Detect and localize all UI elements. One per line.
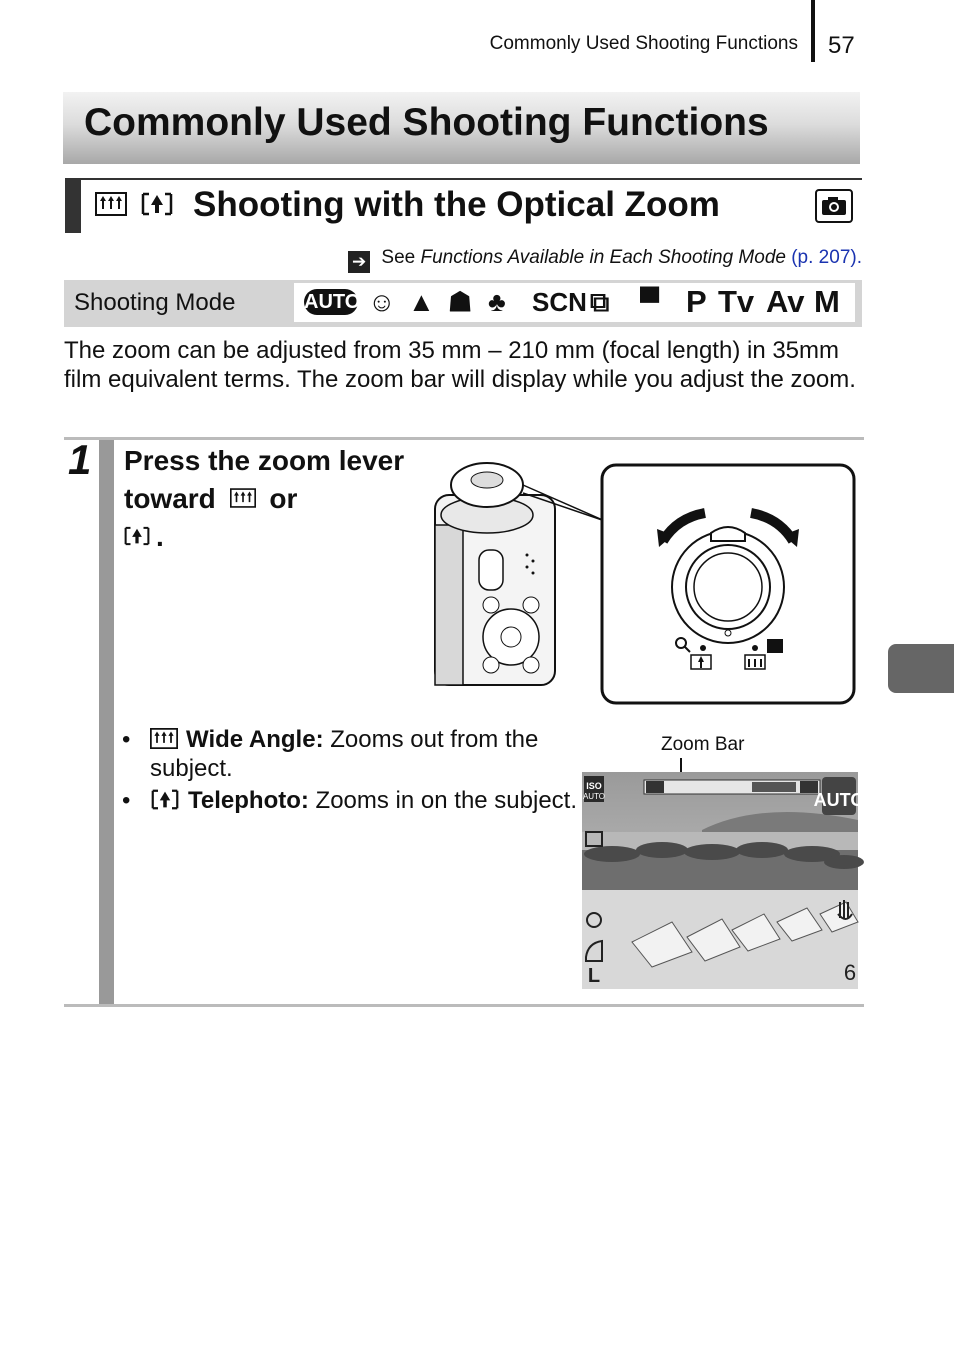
- instruction-end: .: [156, 521, 164, 552]
- step-number: 1: [68, 436, 92, 483]
- night-scene-mode-icon: ☗: [448, 287, 473, 317]
- header-rule: [811, 0, 815, 62]
- step-topline: [64, 437, 864, 440]
- shooting-mode-table: [64, 280, 862, 327]
- wide-angle-icon: [95, 192, 127, 216]
- zoom-bar-label: Zoom Bar: [661, 734, 745, 755]
- lcd-screen: [582, 772, 865, 989]
- see-prefix: See: [381, 247, 416, 268]
- wide-angle-icon: [150, 728, 178, 749]
- section-title: Shooting with the Optical Zoom: [193, 185, 720, 224]
- mode-icons: [294, 283, 855, 322]
- av-mode-icon: Av: [766, 284, 805, 319]
- telephoto-icon: [141, 192, 173, 216]
- bullet-wide-angle: [122, 725, 582, 783]
- portrait-mode-icon: ☺: [368, 287, 396, 317]
- camera-illustration: [435, 455, 857, 705]
- bullet-telephoto: [122, 786, 582, 815]
- chapter-banner: [63, 92, 860, 164]
- scn-mode-icon: SCN: [532, 287, 587, 317]
- p-mode-icon: P: [686, 284, 707, 319]
- lcd-mode-label: AUTO: [813, 790, 865, 810]
- term-telephoto: Telephoto:: [188, 787, 309, 814]
- see-also: [348, 247, 862, 273]
- chapter-title: Commonly Used Shooting Functions: [84, 101, 769, 144]
- camera-icon: [815, 189, 853, 223]
- lcd-iso-label: ISO: [586, 781, 602, 791]
- running-header: Commonly Used Shooting Functions: [489, 33, 798, 54]
- tv-mode-icon: Tv: [718, 284, 755, 319]
- wide-angle-icon: [230, 486, 256, 510]
- step-bottomline: [64, 1004, 864, 1007]
- section-heading: [65, 178, 862, 233]
- bullet-list: [122, 725, 582, 818]
- page-number: 57: [828, 32, 855, 59]
- m-mode-icon: M: [814, 284, 840, 319]
- lcd-shots-remaining: 6: [843, 960, 857, 985]
- step-bar: [99, 440, 114, 1004]
- page-link[interactable]: (p. 207): [791, 247, 857, 268]
- kids-pets-mode-icon: ♣: [488, 287, 506, 317]
- step-instruction: [124, 442, 424, 556]
- see-reference: Functions Available in Each Shooting Mode: [420, 247, 786, 268]
- intro-paragraph: The zoom can be adjusted from 35 mm – 210 mm (focal length) in 35mm film equivalent terms. The zoom bar will display while you adjust the zoom.: [64, 337, 856, 393]
- bullet-text: Zooms in on the subject.: [308, 787, 578, 814]
- telephoto-icon: [150, 789, 180, 810]
- svg-text:AUTO: AUTO: [582, 792, 606, 801]
- landscape-mode-icon: ▲: [408, 287, 435, 317]
- chapter-tab: [888, 644, 954, 693]
- movie-mode-icon: ▀: [640, 287, 660, 317]
- instruction-or: or: [269, 483, 298, 514]
- section-bar: [65, 178, 81, 233]
- arrow-right-icon: ➔: [348, 251, 370, 273]
- see-suffix: .: [856, 247, 862, 268]
- stitch-assist-mode-icon: ⧉: [590, 287, 610, 317]
- telephoto-icon: [124, 524, 150, 548]
- auto-mode-icon: AUTO: [304, 291, 361, 313]
- bullet-dot: •: [122, 787, 131, 814]
- section-topline: [81, 178, 862, 180]
- shooting-mode-label: Shooting Mode: [74, 289, 236, 316]
- svg-text:L: L: [587, 965, 601, 987]
- bullet-dot: •: [122, 726, 131, 753]
- bullet-text: Zooms out from the subject.: [150, 726, 539, 782]
- instruction-text: Press the zoom lever toward: [124, 445, 405, 514]
- term-wide-angle: Wide Angle:: [186, 726, 324, 753]
